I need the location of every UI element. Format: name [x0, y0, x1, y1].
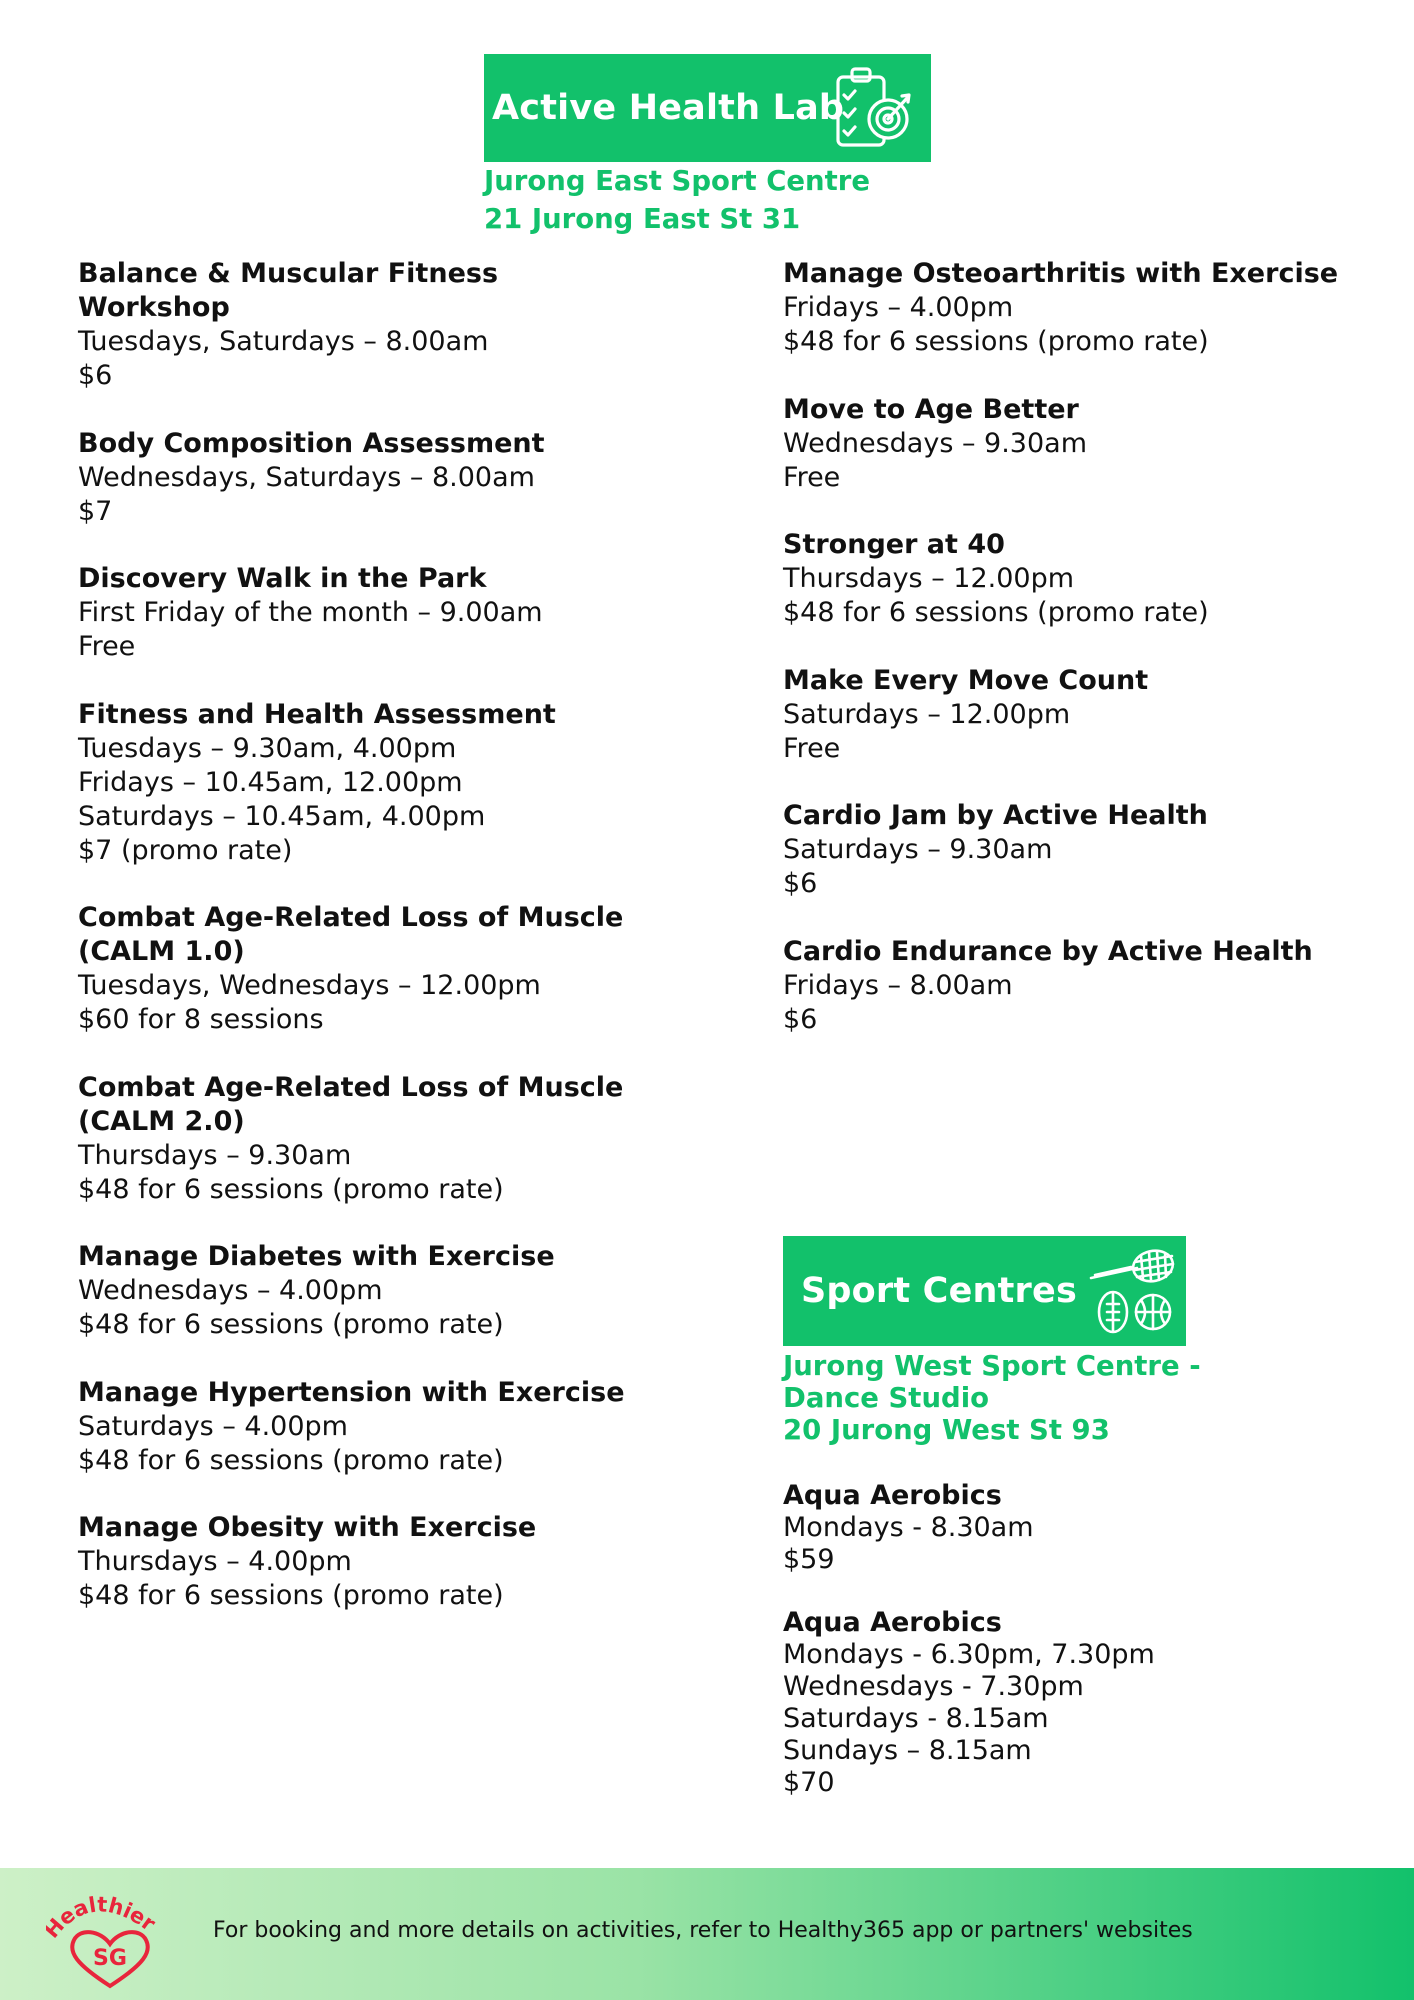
activity-detail: Free	[783, 732, 841, 764]
activity-name: Discovery Walk in the Park	[78, 563, 487, 594]
activity-detail: Saturdays – 9.30am	[783, 834, 1053, 865]
activity-name: Move to Age Better	[783, 393, 1079, 425]
activity-detail: Wednesdays - 7.30pm	[783, 1671, 1084, 1702]
activity-detail: $70	[783, 1767, 835, 1798]
activity-name: Combat Age-Related Loss of Muscle (CALM 2.0)	[78, 1071, 624, 1137]
activity-name: Manage Osteoarthritis with Exercise	[783, 258, 1339, 289]
activity-detail: Wednesdays, Saturdays – 8.00am	[78, 461, 535, 493]
activity-name: Manage Obesity with Exercise	[78, 1512, 537, 1543]
activity-name: Make Every Move Count	[783, 664, 1149, 696]
activity-detail: Sundays – 8.15am	[783, 1735, 1032, 1766]
healthier-sg-logo	[46, 1892, 176, 1990]
sport-centres-activity-list	[783, 1480, 1343, 1830]
footer-bar	[0, 1868, 1414, 2000]
activity-item	[78, 1511, 638, 1613]
activity-detail: Fridays – 8.00am	[783, 969, 1013, 1001]
venue-line: Dance Studio	[783, 1382, 990, 1414]
activity-detail: Free	[783, 461, 841, 493]
sport-centres-title: Sport Centres	[801, 1271, 1077, 1311]
activity-detail: Wednesdays – 4.00pm	[78, 1275, 383, 1306]
activity-name: Fitness and Health Assessment	[78, 698, 556, 730]
activity-detail: $48 for 6 sessions (promo rate)	[783, 326, 1209, 357]
activity-name: Manage Hypertension with Exercise	[78, 1376, 625, 1408]
activity-item	[783, 1480, 1343, 1576]
activity-item	[78, 1376, 638, 1478]
activity-item	[78, 901, 638, 1037]
active-health-lab-venue	[484, 162, 870, 238]
activity-detail: Fridays – 10.45am, 12.00pm	[78, 766, 463, 798]
activity-detail: First Friday of the month – 9.00am	[78, 597, 543, 628]
activity-detail: Wednesdays – 9.30am	[783, 427, 1088, 459]
venue-name: Jurong East Sport Centre	[484, 165, 870, 197]
activity-detail: Thursdays – 4.00pm	[78, 1546, 352, 1577]
venue-address: 21 Jurong East St 31	[484, 203, 801, 235]
activity-item	[783, 393, 1403, 495]
activity-detail: $48 for 6 sessions (promo rate)	[78, 1173, 504, 1205]
activity-item	[78, 257, 638, 393]
activity-item	[78, 1071, 638, 1207]
activity-name: Combat Age-Related Loss of Muscle (CALM 1.0)	[78, 902, 624, 967]
activity-item	[783, 799, 1403, 901]
activity-detail: $48 for 6 sessions (promo rate)	[78, 1309, 504, 1340]
activity-detail: Free	[78, 631, 136, 662]
activity-list-left	[78, 257, 638, 1647]
activity-detail: Thursdays – 12.00pm	[783, 563, 1075, 594]
activity-detail: $6	[78, 360, 113, 391]
activity-name: Cardio Endurance by Active Health	[783, 935, 1313, 967]
activity-name: Cardio Jam by Active Health	[783, 800, 1208, 831]
activity-name: Aqua Aerobics	[783, 1480, 1002, 1511]
activity-detail: Saturdays – 12.00pm	[783, 698, 1071, 730]
activity-detail: Mondays - 6.30pm, 7.30pm	[783, 1639, 1155, 1670]
logo-text-healthier: ealthier	[53, 1892, 160, 1936]
activity-item	[78, 698, 638, 868]
activity-name: Balance & Muscular Fitness Workshop	[78, 258, 499, 323]
clipboard-target-icon	[832, 63, 918, 153]
activity-detail: Tuesdays, Saturdays – 8.00am	[78, 326, 489, 357]
activity-name: Stronger at 40	[783, 529, 1005, 560]
activity-detail: $48 for 6 sessions (promo rate)	[783, 597, 1209, 628]
sport-centres-banner	[783, 1236, 1186, 1346]
activity-detail: $48 for 6 sessions (promo rate)	[78, 1444, 504, 1476]
activity-name: Body Composition Assessment	[78, 427, 545, 459]
active-health-lab-title: Active Health Lab	[492, 88, 845, 128]
activity-detail: Fridays – 4.00pm	[783, 292, 1014, 323]
sport-centres-venue	[783, 1350, 1201, 1446]
sports-balls-icon	[1087, 1246, 1179, 1336]
activity-item	[783, 935, 1403, 1037]
activity-detail: Saturdays – 4.00pm	[78, 1410, 348, 1442]
activity-item	[783, 664, 1403, 766]
venue-line: Jurong West Sport Centre -	[783, 1350, 1201, 1382]
activity-list-right	[783, 257, 1403, 1070]
activity-item	[783, 528, 1403, 630]
activity-item	[783, 257, 1403, 359]
activity-detail: Saturdays – 10.45am, 4.00pm	[78, 800, 486, 832]
activity-detail: $6	[783, 868, 818, 899]
activity-name: Aqua Aerobics	[783, 1607, 1002, 1638]
footer-booking-note: For booking and more details on activities, refer to Healthy365 app or partners' websites	[213, 1918, 1193, 1943]
activity-detail: Saturdays - 8.15am	[783, 1703, 1049, 1734]
activity-detail: Thursdays – 9.30am	[78, 1139, 352, 1171]
active-health-lab-banner	[484, 54, 931, 162]
activity-detail: Mondays - 8.30am	[783, 1512, 1034, 1543]
activity-item	[78, 562, 638, 664]
venue-line: 20 Jurong West St 93	[783, 1414, 1110, 1446]
activity-item	[78, 427, 638, 529]
activity-name: Manage Diabetes with Exercise	[78, 1241, 555, 1272]
activity-detail: Tuesdays – 9.30am, 4.00pm	[78, 732, 457, 764]
activity-item	[783, 1607, 1343, 1799]
activity-detail: Tuesdays, Wednesdays – 12.00pm	[78, 970, 541, 1001]
activity-detail: $59	[783, 1544, 835, 1575]
activity-detail: $7	[78, 495, 113, 527]
activity-detail: $60 for 8 sessions	[78, 1004, 324, 1035]
activity-item	[78, 1240, 638, 1342]
activity-detail: $6	[783, 1003, 818, 1035]
activity-detail: $48 for 6 sessions (promo rate)	[78, 1580, 504, 1611]
activity-detail: $7 (promo rate)	[78, 834, 293, 866]
logo-text-sg: SG	[93, 1946, 127, 1971]
